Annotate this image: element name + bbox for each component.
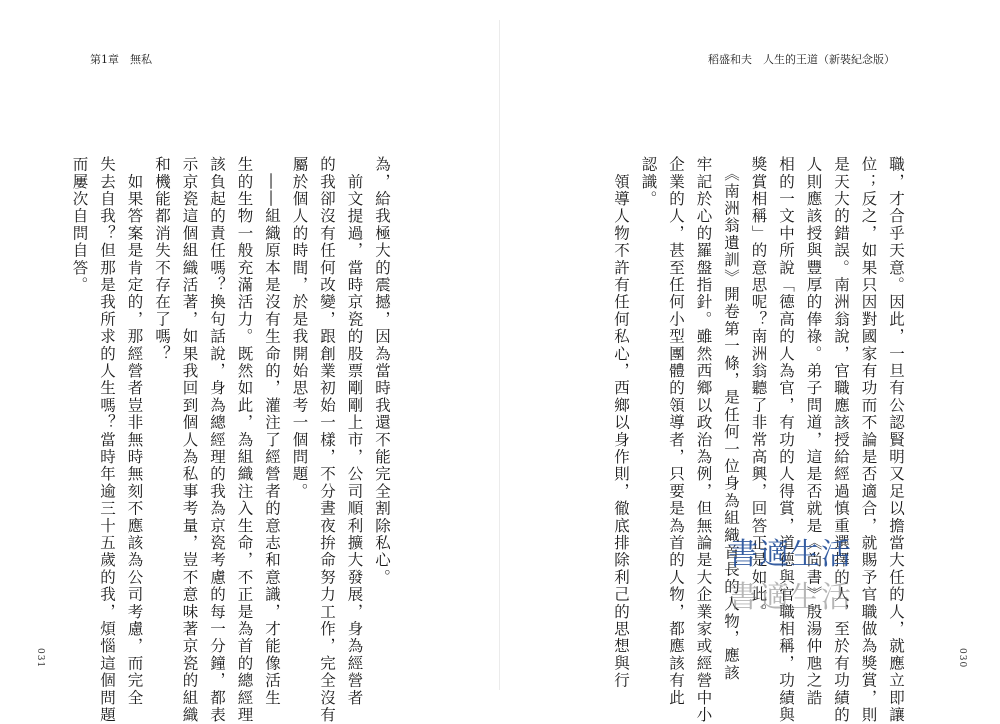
body-line: 企業的人，甚至任何小型團體的領導者，只要是為首的人物，都應該有此 [667, 156, 685, 707]
body-line: 生的生物一般充滿活力。既然如此，為組織注入生命，不正是為首的總經理 [235, 156, 254, 724]
watermark-logo-text: 書適生活 [728, 537, 852, 572]
body-line: 如果答案是肯定的，那經營者豈非無時無刻不應該為公司考慮，而完全 [125, 156, 144, 707]
body-line: 認識。 [639, 156, 658, 208]
body-line: 失去自我？但那是我所求的人生嗎？當時年逾三十五歲的我，煩惱這個問題 [98, 156, 116, 724]
body-line: 為，給我極大的震撼，因為當時我還不能完全割除私心。 [373, 156, 391, 586]
body-line: 職，才合乎天意。因此，一旦有公認賢明又足以擔當大任的人，就應立即讓 [887, 156, 905, 724]
body-line: 的我卻沒有任何改變，跟創業初始一樣，不分晝夜拚命努力工作，完全沒有 [318, 156, 336, 724]
body-line: 屬於個人的時間，於是我開始思考一個問題。 [290, 156, 309, 500]
page-number-right: 030 [957, 648, 967, 669]
body-line: 《南洲翁遺訓》開卷第一條，是任何一位身為組織首長的人物，應該 [722, 156, 740, 682]
body-line: ――組織原本是沒有生命的，灌注了經營者的意志和意識，才能像活生 [263, 156, 281, 707]
body-line: 牢記於心的羅盤指針。雖然西鄉以政治為例，但無論是大企業家或經營中小 [694, 156, 713, 724]
body-line: 該負起的責任嗎？換句話說，身為總經理的我為京瓷考慮的每一分鐘，都表 [208, 156, 226, 724]
body-line: 和機能都消失不存在了嗎？ [153, 156, 171, 363]
body-line: 獎賞相稱」的意思呢？南洲翁聽了非常高興，回答正是如此。 [749, 156, 768, 621]
running-head-chapter: 第1章 無私 [90, 53, 152, 66]
body-line: 相的一文中所說「德高的人為官，有功的人得賞，道德與官職相稱，功績與 [777, 156, 795, 724]
body-line: 是天大的錯誤。南洲翁說，官職應該授給經過慎重選擇的人，至於有功績的 [832, 156, 850, 724]
body-line: 領導人物不許有任何私心，西鄉以身作則，徹底排除利己的思想與行 [612, 156, 630, 690]
body-line: 位；反之，如果只因對國家有功而不論是否適合，就賜予官職做為獎賞，則 [859, 156, 878, 724]
running-head-book-title: 稻盛和夫 人生的王道（新裝紀念版） [708, 53, 895, 66]
body-line: 而屢次自問自答。 [70, 156, 89, 294]
body-line: 示京瓷這個組織活著，如果我回到個人為私事考量，豈不意味著京瓷的組織 [180, 156, 199, 724]
body-line: 人則應該授與豐厚的俸祿。弟子問道，這是否就是《尚書》殷湯仲虺之誥 [804, 156, 823, 707]
watermark-logo-shadow-text: 書適生活 [728, 580, 852, 615]
page-number-left: 031 [35, 648, 45, 669]
left-page-body [70, 156, 395, 724]
body-line: 前文提過，當時京瓷的股票剛剛上市，公司順利擴大發展，身為經營者 [345, 156, 364, 707]
